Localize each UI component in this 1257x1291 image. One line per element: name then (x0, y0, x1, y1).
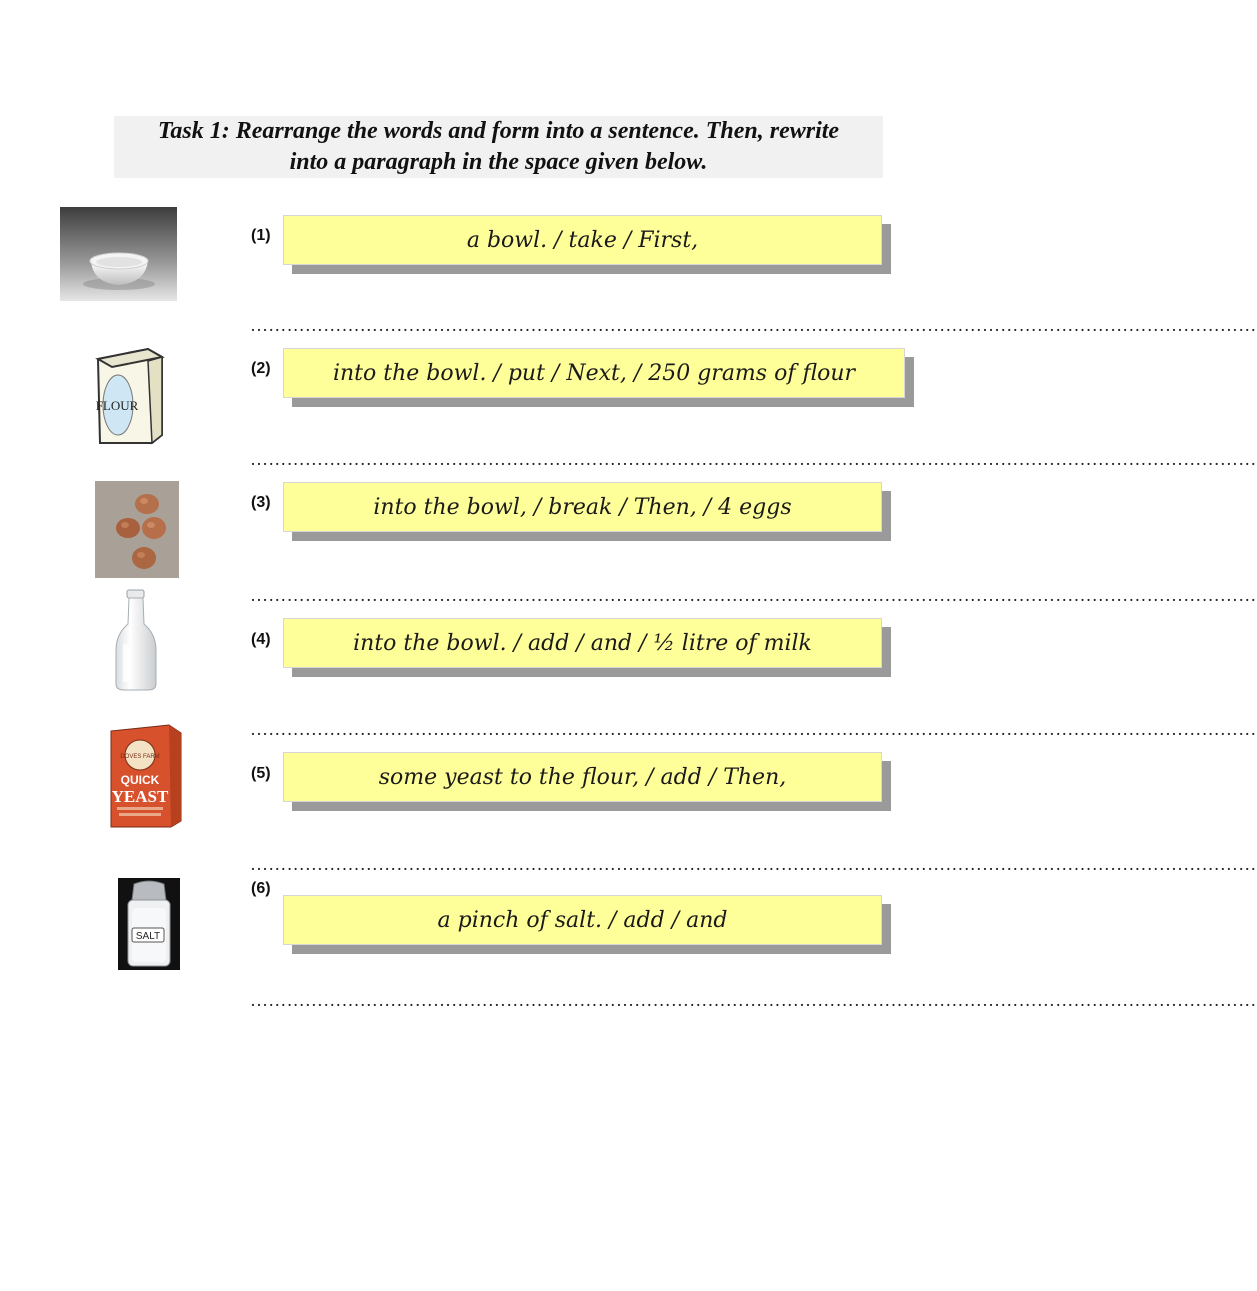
phrase-box-3: into the bowl, / break / Then, / 4 eggs (283, 482, 882, 532)
answer-line-3[interactable]: ………………………………………………………………………………………………………………………………………………… (250, 585, 1257, 605)
yeast-box-icon (109, 723, 183, 828)
phrase-box-6: a pinch of salt. / add / and (283, 895, 882, 945)
phrase-box-2: into the bowl. / put / Next, / 250 grams of flour (283, 348, 905, 398)
yeast-brand-label: DOVES FARM (120, 754, 160, 760)
phrase-box-4: into the bowl. / add / and / ½ litre of milk (283, 618, 882, 668)
milk-bottle-icon (110, 588, 162, 692)
item-number-5: (5) (251, 765, 271, 782)
task-title-line-2: into a paragraph in the space given below. (289, 149, 708, 175)
item-number-6: (6) (251, 880, 271, 897)
item-number-1: (1) (251, 227, 271, 244)
yeast-quick-label: QUICK (120, 773, 160, 787)
flour-tin-icon (94, 343, 166, 445)
item-number-4: (4) (251, 631, 271, 648)
salt-label: SALT (135, 931, 161, 942)
answer-line-6[interactable]: ………………………………………………………………………………………………………………………………………………… (250, 990, 1257, 1010)
bowl-icon (60, 207, 177, 301)
answer-line-1[interactable]: ………………………………………………………………………………………………………………………………………………… (250, 315, 1257, 335)
answer-line-4[interactable]: ………………………………………………………………………………………………………………………………………………… (250, 719, 1257, 739)
phrase-box-5: some yeast to the flour, / add / Then, (283, 752, 882, 802)
yeast-label: YEAST (111, 787, 169, 806)
answer-line-5[interactable]: ………………………………………………………………………………………………………………………………………………… (250, 854, 1257, 874)
salt-shaker-icon (118, 878, 180, 970)
answer-line-2[interactable]: ………………………………………………………………………………………………………………………………………………… (250, 449, 1257, 469)
eggs-icon (95, 481, 179, 578)
task-title (114, 116, 883, 178)
phrase-box-1: a bowl. / take / First, (283, 215, 882, 265)
task-title-line-1: Task 1: Rearrange the words and form into a sentence. Then, rewrite (157, 118, 840, 144)
flour-label: FLOUR (95, 398, 139, 413)
item-number-3: (3) (251, 494, 271, 511)
item-number-2: (2) (251, 360, 271, 377)
